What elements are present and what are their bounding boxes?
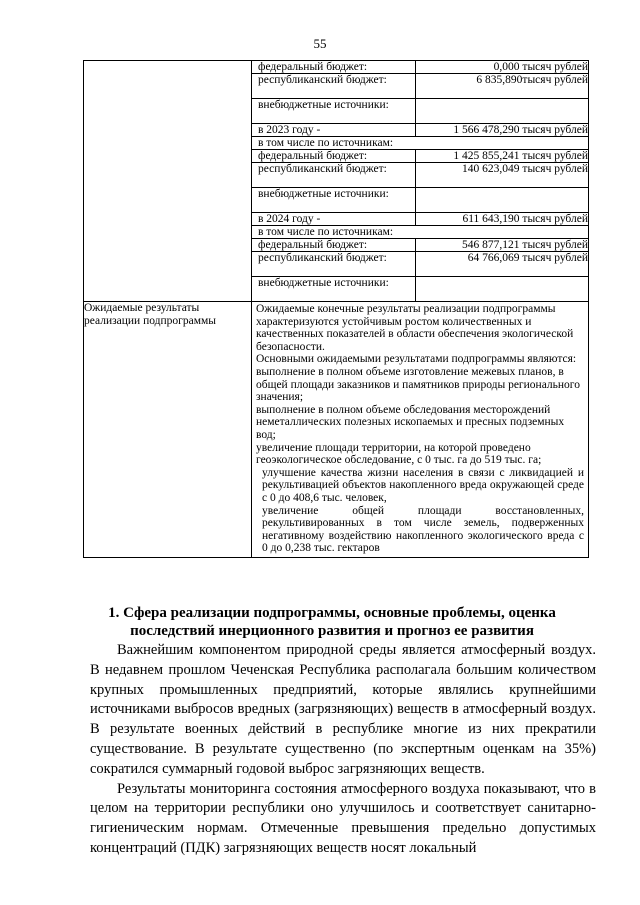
- funding-amount: 6 835,890тысяч рублей: [416, 74, 589, 99]
- funding-row: [84, 61, 589, 302]
- results-item-2: выполнение в полном объеме обследования месторождений неметаллических полезных ископаемых и пресных подземных вод;: [256, 403, 565, 441]
- funding-row-item: [252, 226, 588, 239]
- page-number: 55: [313, 36, 327, 51]
- section-heading: 1. Сфера реализации подпрограммы, основные проблемы, оценка последствий инерционного развития и прогноз ее развития: [108, 605, 556, 639]
- passport-table: [83, 60, 589, 558]
- funding-source-label: в том числе по источникам:: [252, 226, 588, 239]
- funding-source-label: внебюджетные источники:: [252, 99, 416, 124]
- funding-amount: 1 425 855,241 тысяч рублей: [416, 150, 589, 163]
- results-row: [84, 302, 589, 558]
- funding-row-item: [252, 150, 588, 163]
- results-cell: [252, 302, 589, 558]
- funding-source-label: федеральный бюджет:: [252, 150, 416, 163]
- funding-amount: [416, 99, 589, 124]
- funding-source-label: республиканский бюджет:: [252, 163, 416, 188]
- funding-row-item: [252, 74, 588, 99]
- funding-source-label: республиканский бюджет:: [252, 252, 416, 277]
- funding-amount: 1 566 478,290 тысяч рублей: [416, 124, 589, 137]
- funding-source-label: в 2023 году -: [252, 124, 416, 137]
- funding-row-item: [252, 239, 588, 252]
- results-intro: Ожидаемые конечные результаты реализации подпрограммы характеризуются устойчивым ростом количественных и качественных показателей в области обеспечения экологической безопасности.: [256, 303, 574, 353]
- funding-row-item: [252, 252, 588, 277]
- funding-source-label: федеральный бюджет:: [252, 61, 416, 74]
- funding-row-item: [252, 213, 588, 226]
- results-item-1: выполнение в полном объеме изготовление межевых планов, в общей площади заказников и памятников природы регионального значения;: [256, 365, 580, 404]
- funding-row-item: [252, 99, 588, 124]
- funding-source-label: внебюджетные источники:: [252, 188, 416, 213]
- funding-row-item: [252, 163, 588, 188]
- results-lead: Основными ожидаемыми результатами подпрограммы являются:: [256, 353, 577, 366]
- funding-amount: 546 877,121 тысяч рублей: [416, 239, 589, 252]
- funding-row-item: [252, 137, 588, 150]
- funding-details-cell: [252, 61, 589, 302]
- funding-source-label: федеральный бюджет:: [252, 239, 416, 252]
- funding-source-label: в том числе по источникам:: [252, 137, 588, 150]
- funding-amount: 140 623,049 тысяч рублей: [416, 163, 589, 188]
- results-item-3: увеличение площади территории, на которой проведено геоэкологическое обследование, с 0 тыс. га до 519 тыс. га;: [256, 441, 542, 467]
- funding-row-item: [252, 124, 588, 137]
- section-body: [90, 641, 596, 859]
- funding-row-item: [252, 277, 588, 302]
- paragraph-1: Важнейшим компонентом природной среды является атмосферный воздух. В недавнем прошлом Чеченская Республика располагала большим количеством крупных промышленных предприятий, которые являлись крупнейшими источниками выбросов вредных (загрязняющих) веществ в атмосферный воздух. В результате военных действий в республике многие из них прекратили существование. В результате существенно (по экспертным оценкам на 35%) сократился суммарный годовой выброс загрязняющих веществ.: [90, 642, 596, 777]
- results-label: Ожидаемые результаты реализации подпрограммы: [84, 302, 252, 558]
- funding-label-cell: [84, 61, 252, 302]
- results-item-4: улучшение качества жизни населения в связи с ликвидацией и рекультивацией объектов накопленного вреда окружающей среде с 0 до 408,6 тыс. человек,: [262, 466, 584, 504]
- paragraph-2: Результаты мониторинга состояния атмосферного воздуха показывают, что в целом на территории республики оно улучшилось и соответствует санитарно-гигиеническим нормам. Отмеченные превышения предельно допустимых концентраций (ПДК) загрязняющих веществ носят локальный: [90, 780, 596, 856]
- funding-row-item: [252, 188, 588, 213]
- funding-amount: 611 643,190 тысяч рублей: [416, 213, 589, 226]
- funding-amount: [416, 277, 589, 302]
- results-item-5: увеличение общей площади восстановленных, рекультивированных в том числе земель, подверженных негативному воздействию накопленного экологического вреда с 0 до 0,238 тыс. гектаров: [262, 504, 584, 555]
- funding-amount: 0,000 тысяч рублей: [416, 61, 589, 74]
- funding-source-label: в 2024 году -: [252, 213, 416, 226]
- funding-source-label: внебюджетные источники:: [252, 277, 416, 302]
- funding-table: [252, 61, 588, 301]
- funding-source-label: республиканский бюджет:: [252, 74, 416, 99]
- funding-amount: [416, 188, 589, 213]
- funding-amount: 64 766,069 тысяч рублей: [416, 252, 589, 277]
- funding-row-item: [252, 61, 588, 74]
